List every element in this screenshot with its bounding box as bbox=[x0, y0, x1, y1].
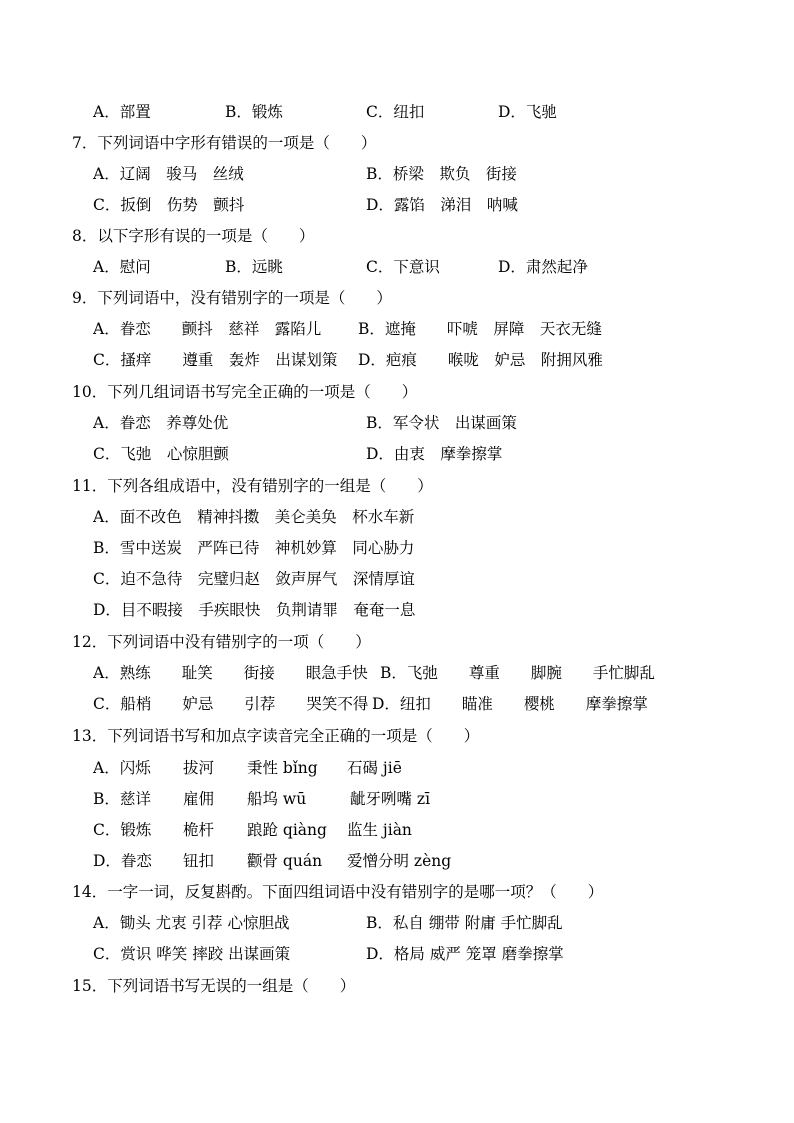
answer-options-row bbox=[0, 193, 794, 217]
answer-option: C．迫不急待 完璧归赵 敛声屏气 深情厚谊 bbox=[93, 570, 415, 588]
answer-option: A．眷恋 颤抖 慈祥 露陷儿 bbox=[93, 320, 322, 338]
answer-options-row bbox=[0, 756, 794, 780]
answer-option: B．军令状 出谋画策 bbox=[366, 414, 517, 432]
answer-option: 秉性 bǐng bbox=[247, 759, 318, 777]
answer-option: 监生 jiàn bbox=[347, 821, 412, 839]
question-text: 11．下列各组成语中，没有错别字的一组是（ ） bbox=[72, 477, 433, 495]
answer-option: D．由衷 摩拳擦掌 bbox=[366, 445, 503, 463]
question-stem bbox=[72, 131, 376, 155]
answer-options-row bbox=[0, 162, 794, 186]
answer-option: D．目不暇接 手疾眼快 负荆请罪 奄奄一息 bbox=[93, 601, 416, 619]
answer-option: B．飞弛 尊重 脚腕 手忙脚乱 bbox=[380, 664, 655, 682]
answer-option: 雇佣 bbox=[183, 790, 215, 808]
answer-option: 桅杆 bbox=[183, 821, 215, 839]
answer-options-row bbox=[0, 536, 794, 560]
question-stem bbox=[72, 474, 433, 498]
answer-options-row bbox=[0, 567, 794, 591]
answer-option: C．锻炼 bbox=[93, 821, 152, 839]
answer-option: D．疤痕 喉咙 妒忌 附拥风雅 bbox=[358, 351, 603, 369]
answer-option: 船坞 wū bbox=[247, 790, 307, 808]
answer-option: B．遮掩 吓唬 屏障 天衣无缝 bbox=[358, 320, 602, 338]
answer-option: D．纽扣 瞄准 樱桃 摩拳擦掌 bbox=[372, 695, 648, 713]
answer-option: A．熟练 耻笑 街接 眼急手快 bbox=[93, 664, 368, 682]
answer-option: C．赏识 哗笑 摔跤 出谋画策 bbox=[93, 945, 291, 963]
answer-option: 龇牙咧嘴 zī bbox=[350, 790, 431, 808]
answer-option: C．下意识 bbox=[366, 258, 440, 276]
answer-option: D．露馅 涕泪 呐喊 bbox=[366, 196, 518, 214]
question-text: 9．下列词语中，没有错别字的一项是（ ） bbox=[72, 289, 392, 307]
answer-options-row bbox=[0, 661, 794, 685]
answer-option: B．雪中送炭 严阵已待 神机妙算 同心胁力 bbox=[93, 539, 415, 557]
answer-options-row bbox=[0, 598, 794, 622]
answer-option: C．扳倒 伤势 颤抖 bbox=[93, 196, 245, 214]
question-stem bbox=[72, 224, 314, 248]
answer-option: C．纽扣 bbox=[366, 103, 425, 121]
answer-options-row bbox=[0, 849, 794, 873]
answer-option: B．桥梁 欺负 街接 bbox=[366, 165, 517, 183]
answer-options-row bbox=[0, 411, 794, 435]
question-text: 15．下列词语书写无误的一组是（ ） bbox=[72, 977, 356, 995]
answer-option: 拔河 bbox=[183, 759, 215, 777]
question-text: 14．一字一词，反复斟酌。下面四组词语中没有错别字的是哪一项？（ ） bbox=[72, 883, 604, 901]
question-stem bbox=[72, 880, 603, 904]
answer-option: C．搔痒 遵重 轰炸 出谋划策 bbox=[93, 351, 338, 369]
question-stem bbox=[72, 380, 417, 404]
answer-option: B．私自 绷带 附庸 手忙脚乱 bbox=[366, 914, 563, 932]
answer-option: D．肃然起净 bbox=[498, 258, 588, 276]
answer-option: D．眷恋 bbox=[93, 852, 152, 870]
answer-option: B．远眺 bbox=[225, 258, 283, 276]
answer-option: A．部置 bbox=[93, 103, 151, 121]
question-stem bbox=[72, 974, 355, 998]
answer-options-row bbox=[0, 348, 794, 372]
answer-options-row bbox=[0, 911, 794, 935]
answer-option: 颧骨 quán bbox=[247, 852, 323, 870]
answer-option: A．闪烁 bbox=[93, 759, 151, 777]
answer-option: A．慰问 bbox=[93, 258, 151, 276]
answer-option: A．眷恋 养尊处优 bbox=[93, 414, 229, 432]
question-stem bbox=[72, 724, 479, 748]
answer-option: 钮扣 bbox=[183, 852, 215, 870]
answer-options-row bbox=[0, 818, 794, 842]
answer-options-row bbox=[0, 505, 794, 529]
answer-option: 爱憎分明 zèng bbox=[347, 852, 452, 870]
answer-options-row bbox=[0, 100, 794, 124]
answer-options-row bbox=[0, 255, 794, 279]
answer-option: 石碣 jiē bbox=[347, 759, 402, 777]
question-stem bbox=[72, 286, 392, 310]
answer-option: A．锄头 尤衷 引荐 心惊胆战 bbox=[93, 914, 290, 932]
answer-option: C．船梢 妒忌 引荐 哭笑不得 bbox=[93, 695, 369, 713]
answer-option: 踉跄 qiàng bbox=[247, 821, 327, 839]
answer-option: A．面不改色 精神抖擞 美仑美奂 杯水车新 bbox=[93, 508, 415, 526]
answer-options-row bbox=[0, 787, 794, 811]
question-text: 7．下列词语中字形有错误的一项是（ ） bbox=[72, 134, 377, 152]
answer-options-row bbox=[0, 317, 794, 341]
answer-option: B．慈详 bbox=[93, 790, 151, 808]
answer-option: D．飞驰 bbox=[498, 103, 557, 121]
answer-option: A．辽阔 骏马 丝绒 bbox=[93, 165, 244, 183]
answer-option: D．格局 威严 笼罩 磨拳擦掌 bbox=[366, 945, 564, 963]
answer-option: C．飞弛 心惊胆颤 bbox=[93, 445, 229, 463]
answer-option: B．锻炼 bbox=[225, 103, 283, 121]
answer-options-row bbox=[0, 442, 794, 466]
answer-options-row bbox=[0, 942, 794, 966]
answer-options-row bbox=[0, 692, 794, 716]
question-text: 13．下列词语书写和加点字读音完全正确的一项是（ ） bbox=[72, 727, 480, 745]
question-text: 8．以下字形有误的一项是（ ） bbox=[72, 227, 315, 245]
question-text: 10．下列几组词语书写完全正确的一项是（ ） bbox=[72, 383, 418, 401]
question-stem bbox=[72, 630, 371, 654]
question-text: 12．下列词语中没有错别字的一项（ ） bbox=[72, 633, 371, 651]
